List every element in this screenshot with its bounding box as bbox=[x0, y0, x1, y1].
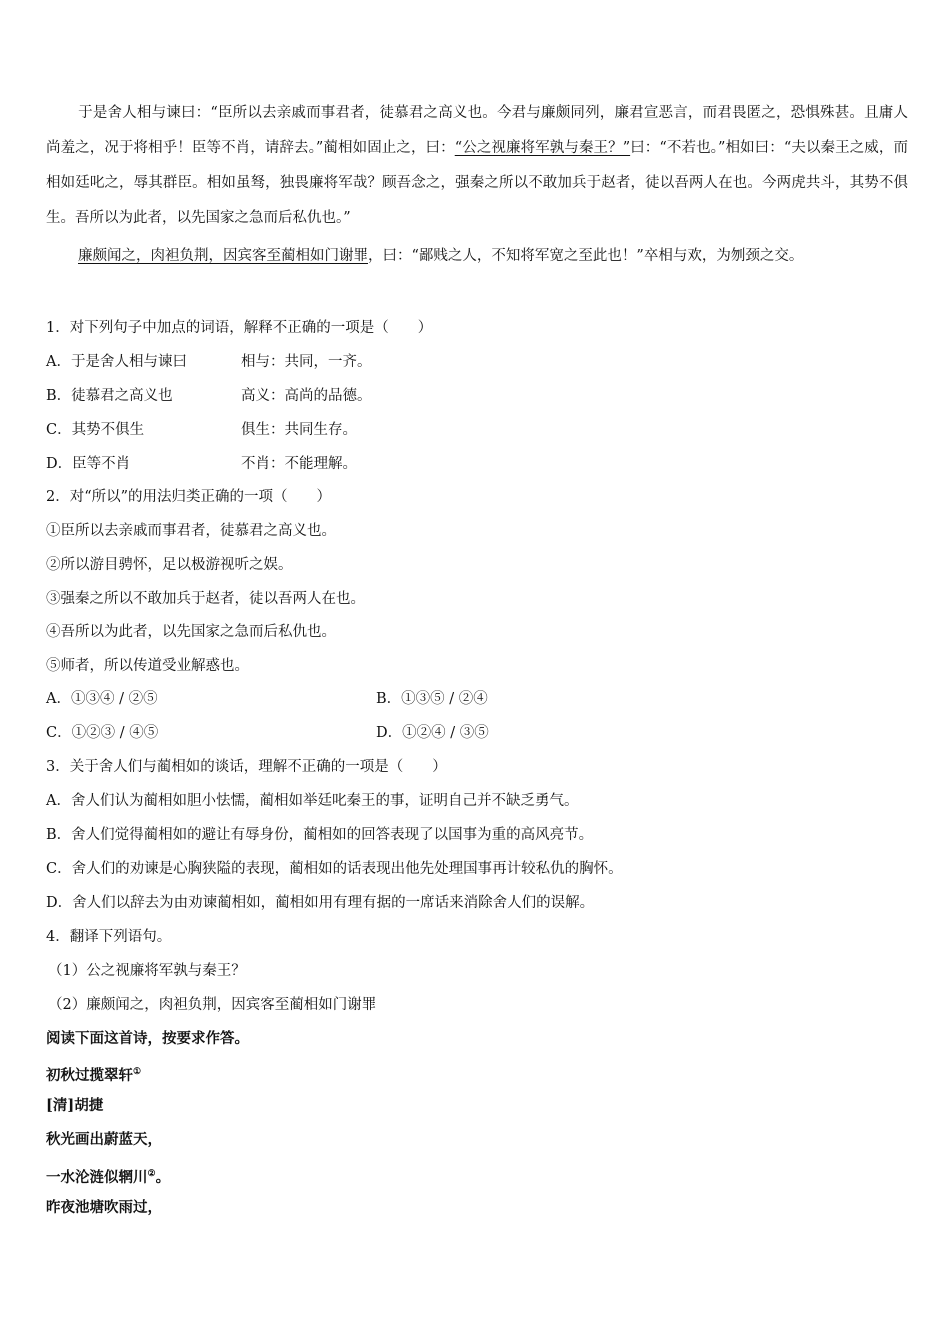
poem-line-2-end: 。 bbox=[155, 1168, 171, 1186]
poem-title-text: 初秋过揽翠轩 bbox=[46, 1066, 133, 1084]
q3-option-a: A．舍人们认为蔺相如胆小怯懦，蔺相如举廷叱秦王的事，证明自己并不缺乏勇气。 bbox=[46, 793, 579, 809]
q2-option-c: C．①②③ / ④⑤ bbox=[46, 725, 159, 741]
poem-line-2-text: 一水沦涟似辋川 bbox=[46, 1168, 148, 1186]
poem-line-2 bbox=[46, 1164, 170, 1188]
option-sentence: A．于是舍人相与谏曰 bbox=[46, 354, 187, 370]
poem-line-3: 昨夜池塘吹雨过， bbox=[46, 1199, 162, 1216]
q2-item-4: ④吾所以为此者，以先国家之急而后私仇也。 bbox=[46, 624, 336, 640]
q2-item-1: ①臣所以去亲戚而事君者，徒慕君之高义也。 bbox=[46, 523, 336, 539]
q3-option-d: D．舍人们以辞去为由劝谏蔺相如，蔺相如用有理有据的一席话来消除舍人们的误解。 bbox=[46, 895, 595, 911]
underlined-sentence: “公之视廉将军孰与秦王？” bbox=[454, 140, 631, 156]
q2-option-d: D．①②④ / ③⑤ bbox=[376, 725, 489, 741]
question-3-stem: 3．关于舍人们与蔺相如的谈话，理解不正确的一项是（ ） bbox=[46, 759, 447, 775]
poem-instruction: 阅读下面这首诗，按要求作答。 bbox=[46, 1030, 249, 1047]
q3-option-c: C．舍人们的劝谏是心胸狭隘的表现，蔺相如的话表现出他先处理国事再计较私仇的胸怀。 bbox=[46, 861, 623, 877]
q4-item-1: （1）公之视廉将军孰与秦王？ bbox=[48, 963, 246, 979]
q1-option-d: D．臣等不肖 bbox=[46, 456, 131, 472]
q4-item-2: （2）廉颇闻之，肉袒负荆，因宾客至蔺相如门谢罪 bbox=[48, 997, 377, 1013]
q1-option-b: B．徒慕君之高义也 bbox=[46, 388, 173, 404]
passage-paragraph-2 bbox=[46, 239, 908, 274]
q1-option-b-gloss: 高义：高尚的品德。 bbox=[241, 388, 372, 404]
q2-option-a: A．①③④ / ②⑤ bbox=[46, 691, 158, 707]
q2-item-2: ②所以游目骋怀，足以极游视听之娱。 bbox=[46, 557, 293, 573]
q1-option-c-gloss: 俱生：共同生存。 bbox=[241, 422, 357, 438]
question-4-stem: 4．翻译下列语句。 bbox=[46, 929, 172, 945]
poem-author: [清]胡捷 bbox=[46, 1097, 104, 1114]
passage-text: ，曰：“鄙贱之人，不知将军宽之至此也！”卒相与欢，为刎颈之交。 bbox=[368, 248, 804, 264]
q1-option-d-gloss: 不肖：不能理解。 bbox=[241, 456, 357, 472]
passage-text: 曰：“不若也。”相如曰：“夫以秦王之威，而相如廷叱之，辱其群臣。相如虽驽，独畏廉将军哉？顾吾念之，强秦之所以不敢加兵于赵者，徒以吾两人在也。今两虎共斗，其势不俱生。吾所以为此者，以先国家之急而后私仇也。” bbox=[46, 140, 908, 226]
poem-title bbox=[46, 1062, 141, 1086]
passage-text: 于是舍人相与谏曰：“臣所以去亲戚而事君者，徒慕君之高义也。今君与廉颇同列，廉君宣恶言，而君畏匿之，恐惧殊甚。且庸人尚羞之，况于将相乎！臣等不肖，请辞去。”蔺相如固止之，曰： bbox=[46, 105, 908, 156]
q2-item-3: ③强秦之所以不敢加兵于赵者，徒以吾两人在也。 bbox=[46, 591, 365, 607]
q2-item-5: ⑤师者，所以传道受业解惑也。 bbox=[46, 658, 249, 674]
q2-option-b: B．①③⑤ / ②④ bbox=[376, 691, 488, 707]
underlined-sentence: 廉颇闻之，肉袒负荆，因宾客至蔺相如门谢罪 bbox=[78, 248, 368, 264]
footnote-marker: ② bbox=[147, 1169, 156, 1179]
q1-option-a bbox=[46, 352, 187, 372]
q1-option-c: C．其势不俱生 bbox=[46, 422, 145, 438]
q3-option-b: B．舍人们觉得蔺相如的避让有辱身份，蔺相如的回答表现了以国事为重的高风亮节。 bbox=[46, 827, 594, 843]
poem-line-1: 秋光画出蔚蓝天， bbox=[46, 1131, 162, 1148]
passage-paragraph-1 bbox=[46, 96, 908, 236]
footnote-marker: ① bbox=[133, 1067, 142, 1077]
question-1-stem: 1．对下列句子中加点的词语，解释不正确的一项是（ ） bbox=[46, 320, 433, 336]
question-2-stem: 2．对“所以”的用法归类正确的一项（ ） bbox=[46, 489, 332, 505]
q1-option-a-gloss: 相与：共同，一齐。 bbox=[241, 354, 372, 370]
